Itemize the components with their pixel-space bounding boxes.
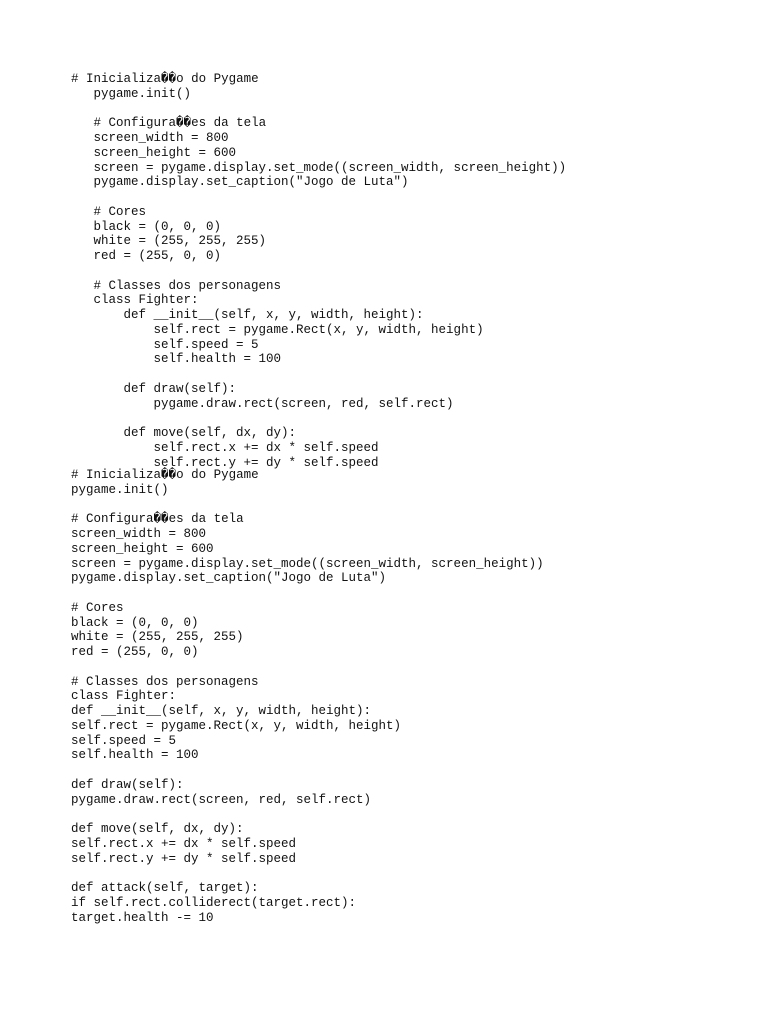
code-line	[71, 660, 544, 675]
code-line: def move(self, dx, dy):	[71, 822, 244, 836]
code-line: # Configura��es da tela	[71, 116, 267, 131]
code-line: # Inicializa��o do Pygame	[71, 468, 259, 482]
code-line: pygame.display.set_caption("Jogo de Luta")	[71, 571, 387, 586]
code-line: white = (255, 255, 255)	[71, 234, 267, 249]
code-line: def draw(self):	[71, 777, 184, 792]
code-line: pygame.draw.rect(screen, red, self.rect)	[71, 792, 372, 807]
code-line: class Fighter:	[71, 689, 177, 704]
code-line	[71, 411, 566, 426]
code-line: self.speed = 5	[71, 733, 177, 748]
code-line: # Cores	[71, 204, 147, 219]
code-line: pygame.init()	[71, 86, 192, 101]
code-line: def draw(self):	[71, 381, 237, 396]
code-line	[71, 586, 544, 601]
code-line: self.health = 100	[71, 352, 282, 367]
code-line: self.speed = 5	[71, 337, 259, 352]
code-line: self.rect.y += dy * self.speed	[71, 455, 379, 470]
code-line: # Inicializa��o do Pygame	[71, 72, 259, 86]
code-line: pygame.display.set_caption("Jogo de Luta")	[71, 175, 409, 190]
code-line	[71, 102, 566, 117]
code-line: red = (255, 0, 0)	[71, 249, 222, 263]
code-line: def __init__(self, x, y, width, height):	[71, 308, 424, 322]
code-line: screen_height = 600	[71, 541, 214, 556]
code-line: def move(self, dx, dy):	[71, 426, 297, 440]
code-line: pygame.draw.rect(screen, red, self.rect)	[71, 396, 454, 411]
code-line: screen = pygame.display.set_mode((screen_width, screen_height))	[71, 556, 544, 571]
code-line: self.rect = pygame.Rect(x, y, width, height)	[71, 322, 484, 337]
code-line	[71, 807, 544, 822]
code-line: self.health = 100	[71, 748, 199, 763]
code-line	[71, 264, 566, 279]
code-line: red = (255, 0, 0)	[71, 645, 199, 659]
code-line: # Classes dos personagens	[71, 278, 282, 293]
code-line	[71, 367, 566, 382]
code-line: screen_width = 800	[71, 131, 229, 145]
code-line: class Fighter:	[71, 293, 199, 308]
code-line: def attack(self, target):	[71, 881, 259, 895]
code-line: pygame.init()	[71, 482, 169, 497]
code-block-flat	[71, 468, 544, 925]
code-line	[71, 498, 544, 513]
code-line: black = (0, 0, 0)	[71, 615, 199, 630]
code-line	[71, 190, 566, 205]
code-line: self.rect.y += dy * self.speed	[71, 851, 297, 866]
code-line: white = (255, 255, 255)	[71, 630, 244, 645]
code-line: screen = pygame.display.set_mode((screen_width, screen_height))	[71, 160, 567, 175]
code-line: # Configura��es da tela	[71, 512, 244, 527]
code-line: # Cores	[71, 600, 124, 615]
code-line	[71, 763, 544, 778]
code-line: if self.rect.colliderect(target.rect):	[71, 895, 357, 910]
code-line: def __init__(self, x, y, width, height):	[71, 704, 372, 718]
code-line: screen_height = 600	[71, 145, 237, 160]
code-line: self.rect.x += dx * self.speed	[71, 440, 379, 455]
code-line: self.rect.x += dx * self.speed	[71, 836, 297, 851]
code-line: black = (0, 0, 0)	[71, 219, 222, 234]
code-line: self.rect = pygame.Rect(x, y, width, height)	[71, 718, 402, 733]
code-block-indented	[71, 72, 566, 470]
code-line	[71, 866, 544, 881]
code-line: # Classes dos personagens	[71, 674, 259, 689]
code-line: screen_width = 800	[71, 527, 207, 541]
code-line: target.health -= 10	[71, 910, 214, 925]
